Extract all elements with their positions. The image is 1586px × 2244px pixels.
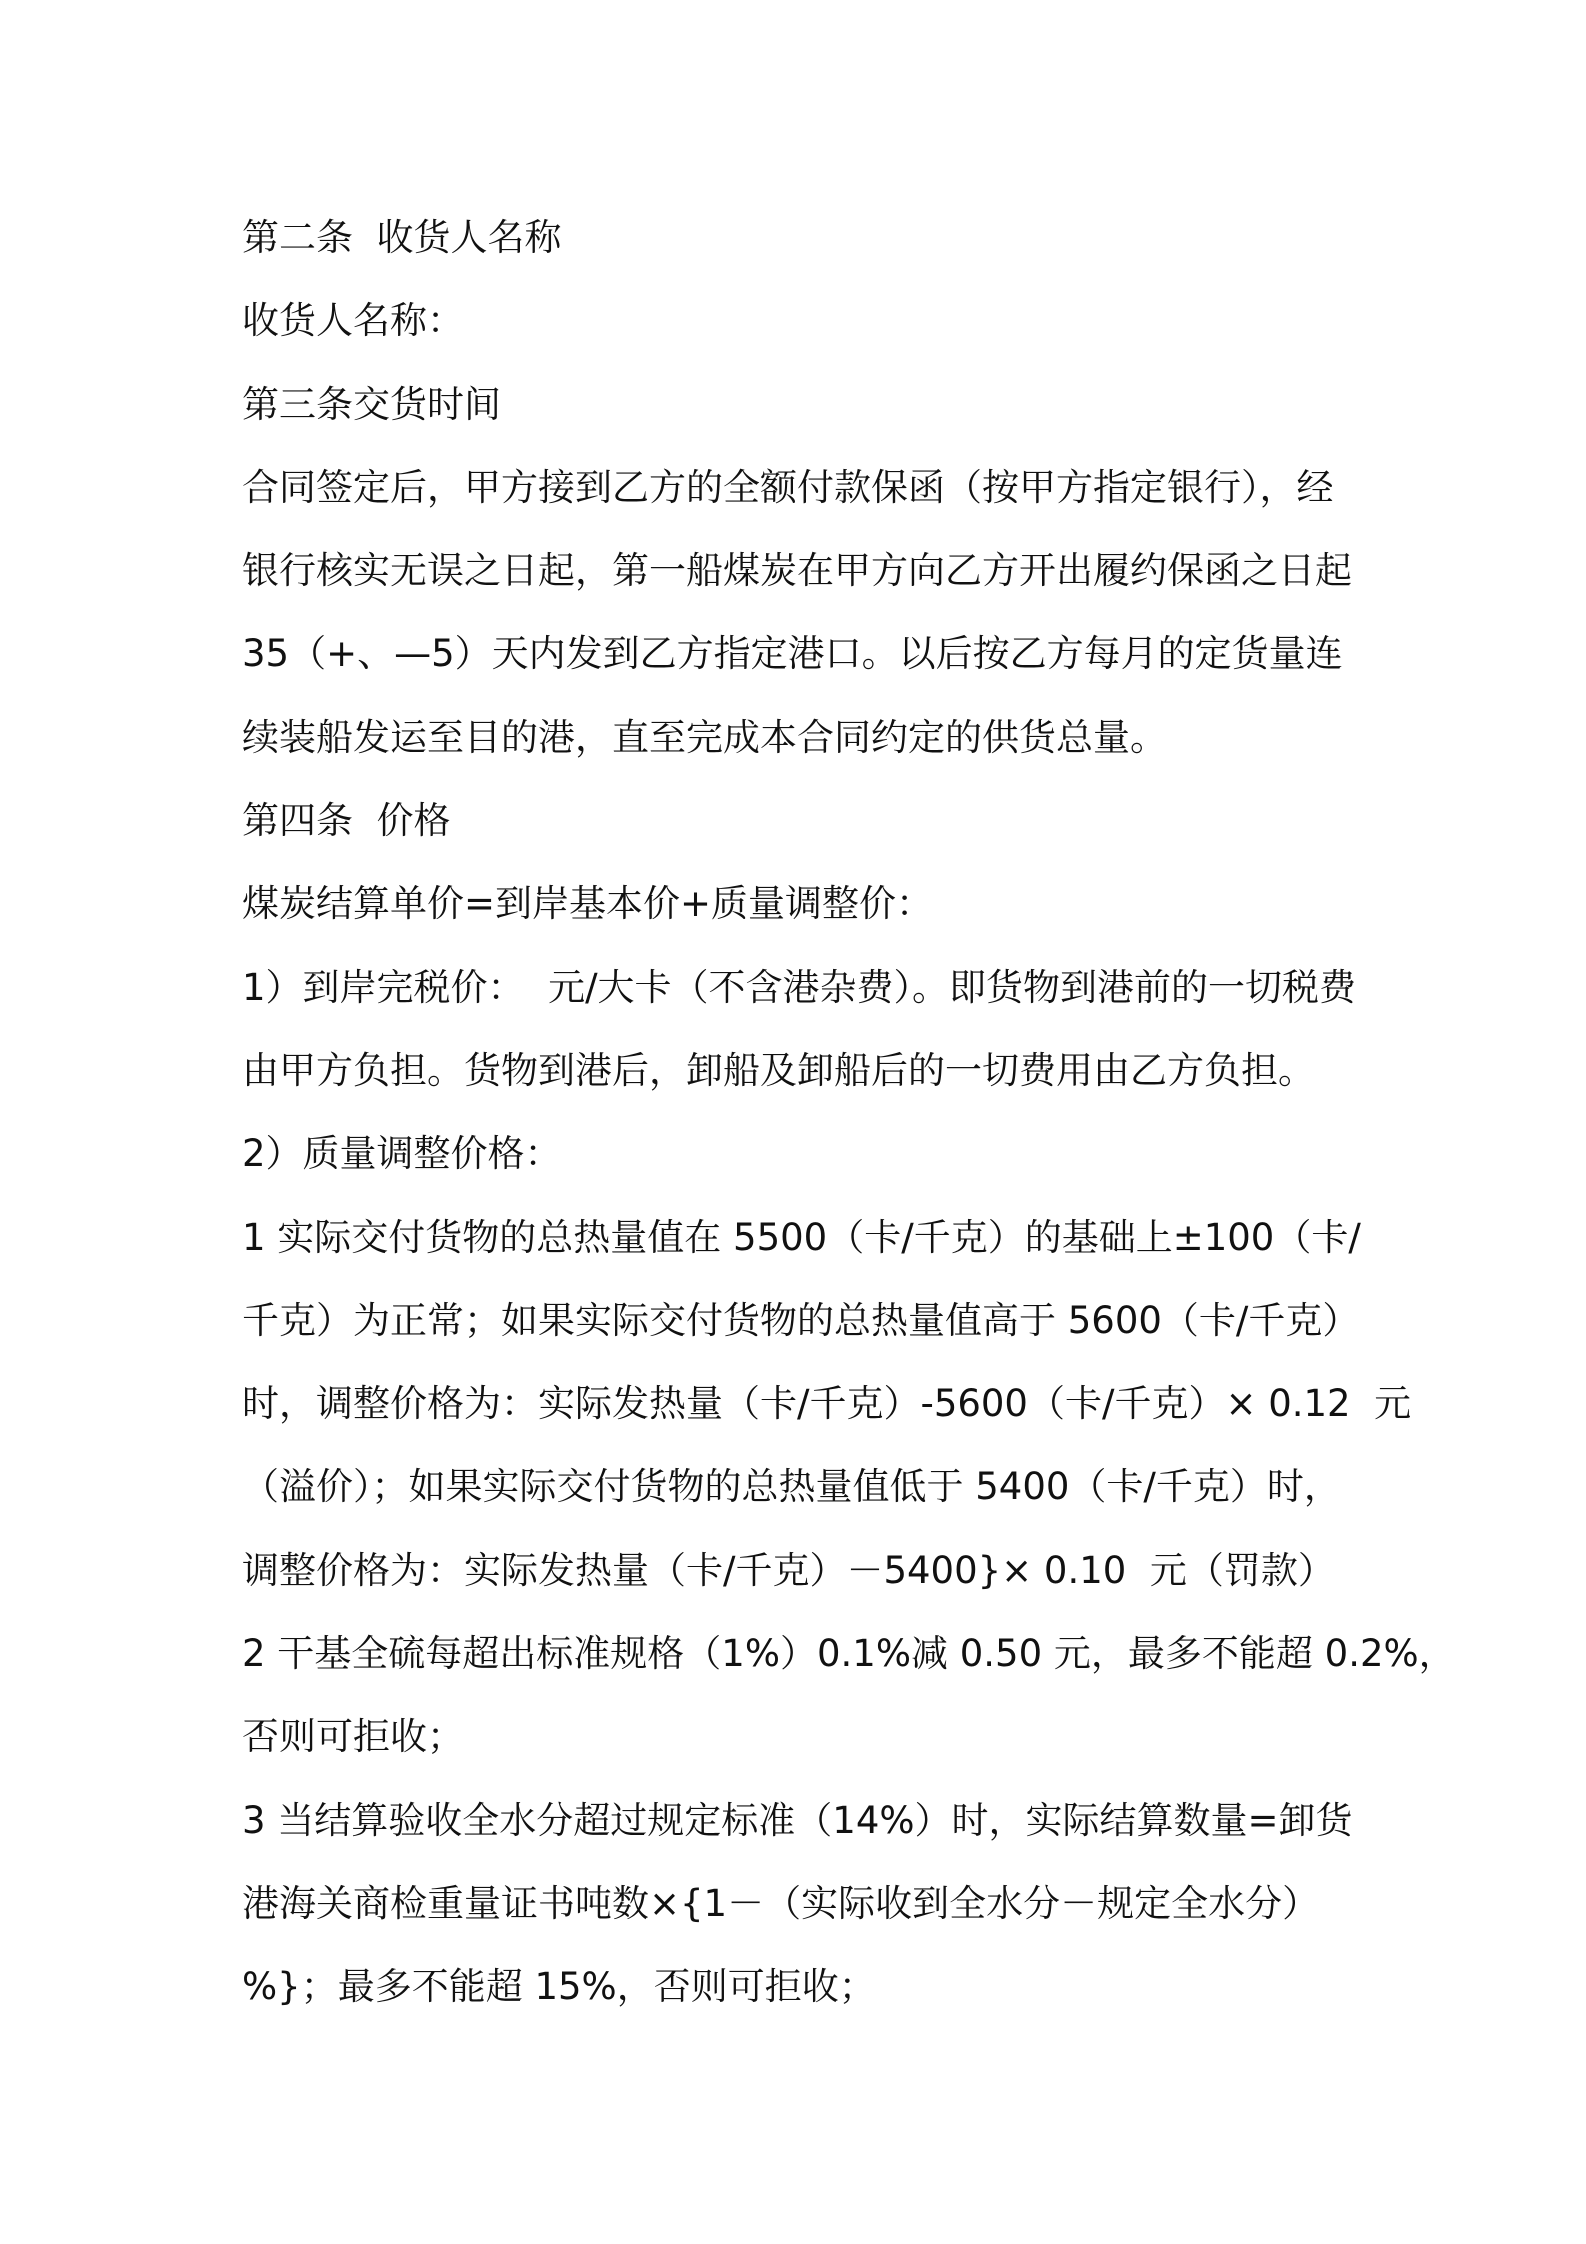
- article-4-heading: 第四条 价格: [242, 799, 451, 843]
- price-formula-line: 煤炭结算单价=到岸基本价+质量调整价：: [242, 882, 934, 926]
- delivery-text-line: 续装船发运至目的港，直至完成本合同约定的供货总量。: [242, 715, 1167, 759]
- moisture-clause-line: 3 当结算验收全水分超过规定标准（14%）时，实际结算数量=卸货: [242, 1798, 1353, 1842]
- article-3-heading: 第三条交货时间: [242, 382, 501, 426]
- moisture-clause-line: %}；最多不能超 15%，否则可拒收；: [242, 1965, 876, 2009]
- calorific-clause-line: 千克）为正常；如果实际交付货物的总热量值高于 5600（卡/千克）: [242, 1298, 1360, 1342]
- calorific-clause-line: 调整价格为：实际发热量（卡/千克）－5400}× 0.10 元（罚款）: [242, 1548, 1335, 1592]
- moisture-clause-line: 港海关商检重量证书吨数×{1－（实际收到全水分－规定全水分）: [242, 1881, 1320, 1925]
- calorific-clause-line: 时，调整价格为：实际发热量（卡/千克）-5600（卡/千克）× 0.12 元: [242, 1382, 1412, 1426]
- delivery-text-line: 35（+、—5）天内发到乙方指定港口。以后按乙方每月的定货量连: [242, 632, 1343, 676]
- delivery-text-line: 合同签定后，甲方接到乙方的全额付款保函（按甲方指定银行），经: [242, 465, 1334, 509]
- calorific-clause-line: 1 实际交付货物的总热量值在 5500（卡/千克）的基础上±100（卡/: [242, 1215, 1361, 1259]
- sulfur-clause-line: 否则可拒收；: [242, 1715, 464, 1759]
- document-body: [242, 196, 1456, 2029]
- landed-price-line: 由甲方负担。货物到港后，卸船及卸船后的一切费用由乙方负担。: [242, 1048, 1315, 1092]
- consignee-name-field: 收货人名称：: [242, 299, 464, 343]
- calorific-clause-line: （溢价）；如果实际交付货物的总热量值低于 5400（卡/千克）时，: [242, 1465, 1341, 1509]
- landed-price-line: 1）到岸完税价： 元/大卡（不含港杂费）。即货物到港前的一切税费: [242, 965, 1357, 1009]
- delivery-text-line: 银行核实无误之日起，第一船煤炭在甲方向乙方开出履约保函之日起: [242, 549, 1352, 593]
- sulfur-clause-line: 2 干基全硫每超出标准规格（1%）0.1%减 0.50 元，最多不能超 0.2%，: [242, 1632, 1456, 1676]
- article-2-heading: 第二条 收货人名称: [242, 216, 562, 259]
- quality-adjustment-heading: 2）质量调整价格：: [242, 1132, 562, 1176]
